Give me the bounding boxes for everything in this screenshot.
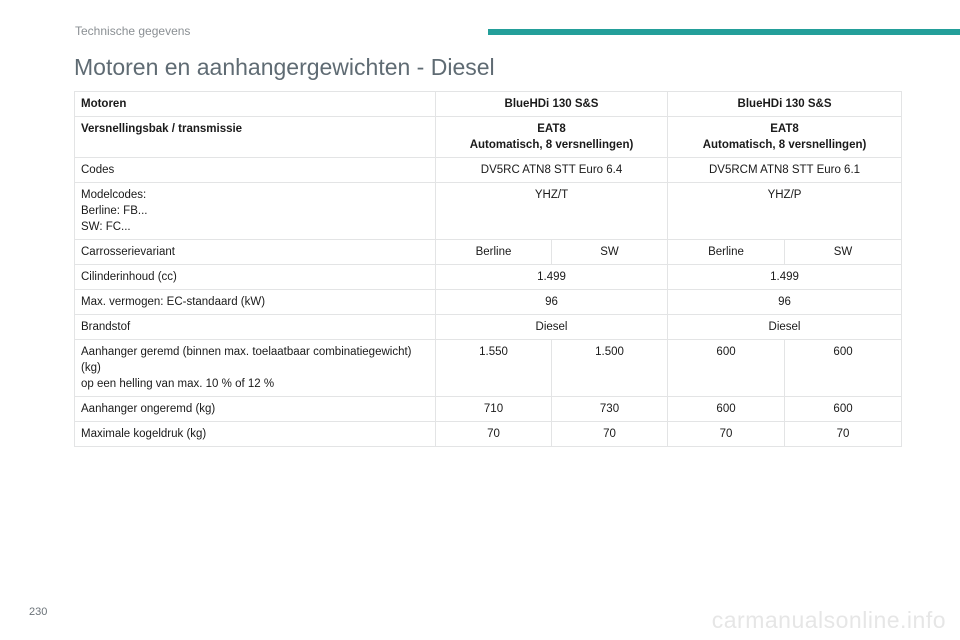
table-cell: Diesel	[436, 315, 668, 340]
table-row-fuel	[75, 315, 902, 340]
table-cell: 710	[436, 397, 552, 422]
row-label: Codes	[75, 158, 436, 183]
table-row-displacement	[75, 265, 902, 290]
gearbox-name: EAT8	[770, 123, 799, 135]
section-label: Technische gegevens	[75, 24, 191, 38]
table-cell: 70	[436, 422, 552, 447]
label-line: SW: FC...	[81, 221, 131, 233]
page-title: Motoren en aanhangergewichten - Diesel	[74, 54, 495, 80]
codes-col-1: DV5RC ATN8 STT Euro 6.4	[436, 158, 668, 183]
gearbox-desc: Automatisch, 8 versnellingen)	[702, 139, 867, 151]
table-cell: 730	[552, 397, 668, 422]
table-cell: 96	[668, 290, 902, 315]
engine-col-2: BlueHDi 130 S&S	[668, 92, 902, 117]
table-row-max-power	[75, 290, 902, 315]
label-line: Aanhanger geremd (binnen max. toelaatbaar combinatiegewicht)	[81, 346, 412, 358]
row-label: Max. vermogen: EC-standaard (kW)	[75, 290, 436, 315]
table-cell: Berline	[668, 240, 785, 265]
model-code-col-1: YHZ/T	[436, 183, 668, 240]
header-accent-bar	[488, 29, 960, 35]
row-label	[75, 183, 436, 240]
codes-col-2: DV5RCM ATN8 STT Euro 6.1	[668, 158, 902, 183]
row-label	[75, 340, 436, 397]
table-cell: 70	[668, 422, 785, 447]
label-line: Modelcodes:	[81, 189, 147, 201]
engine-col-1: BlueHDi 130 S&S	[436, 92, 668, 117]
table-row-max-nose-weight	[75, 422, 902, 447]
label-line: Berline: FB...	[81, 205, 148, 217]
table-row-body-variant	[75, 240, 902, 265]
model-code-col-2: YHZ/P	[668, 183, 902, 240]
table-cell: SW	[785, 240, 902, 265]
table-cell: 1.550	[436, 340, 552, 397]
row-label: Brandstof	[75, 315, 436, 340]
table-row-model-codes	[75, 183, 902, 240]
table-cell: 70	[785, 422, 902, 447]
table-cell: 1.500	[552, 340, 668, 397]
table-cell: 1.499	[436, 265, 668, 290]
table-cell: Berline	[436, 240, 552, 265]
row-label: Carrosserievariant	[75, 240, 436, 265]
table-cell: 96	[436, 290, 668, 315]
row-label: Maximale kogeldruk (kg)	[75, 422, 436, 447]
table-row-engines	[75, 92, 902, 117]
gearbox-desc: Automatisch, 8 versnellingen)	[469, 139, 634, 151]
page-number: 230	[29, 606, 48, 618]
table-cell: 600	[785, 397, 902, 422]
table-row-codes	[75, 158, 902, 183]
row-label: Versnellingsbak / transmissie	[75, 117, 436, 158]
table-cell: Diesel	[668, 315, 902, 340]
table-row-gearbox	[75, 117, 902, 158]
table-cell: 1.499	[668, 265, 902, 290]
gearbox-col-1	[436, 117, 668, 158]
row-label: Cilinderinhoud (cc)	[75, 265, 436, 290]
label-line: (kg)	[81, 362, 101, 374]
label-line: op een helling van max. 10 % of 12 %	[81, 378, 275, 390]
table-cell: 600	[668, 340, 785, 397]
table-row-unbraked-trailer	[75, 397, 902, 422]
table-cell: 70	[552, 422, 668, 447]
row-label: Aanhanger ongeremd (kg)	[75, 397, 436, 422]
engine-trailer-weights-table	[74, 91, 902, 447]
table-cell: 600	[668, 397, 785, 422]
watermark: carmanualsonline.info	[711, 607, 946, 633]
table-row-braked-trailer	[75, 340, 902, 397]
row-label: Motoren	[75, 92, 436, 117]
gearbox-name: EAT8	[537, 123, 566, 135]
table-cell: 600	[785, 340, 902, 397]
gearbox-col-2	[668, 117, 902, 158]
table-cell: SW	[552, 240, 668, 265]
